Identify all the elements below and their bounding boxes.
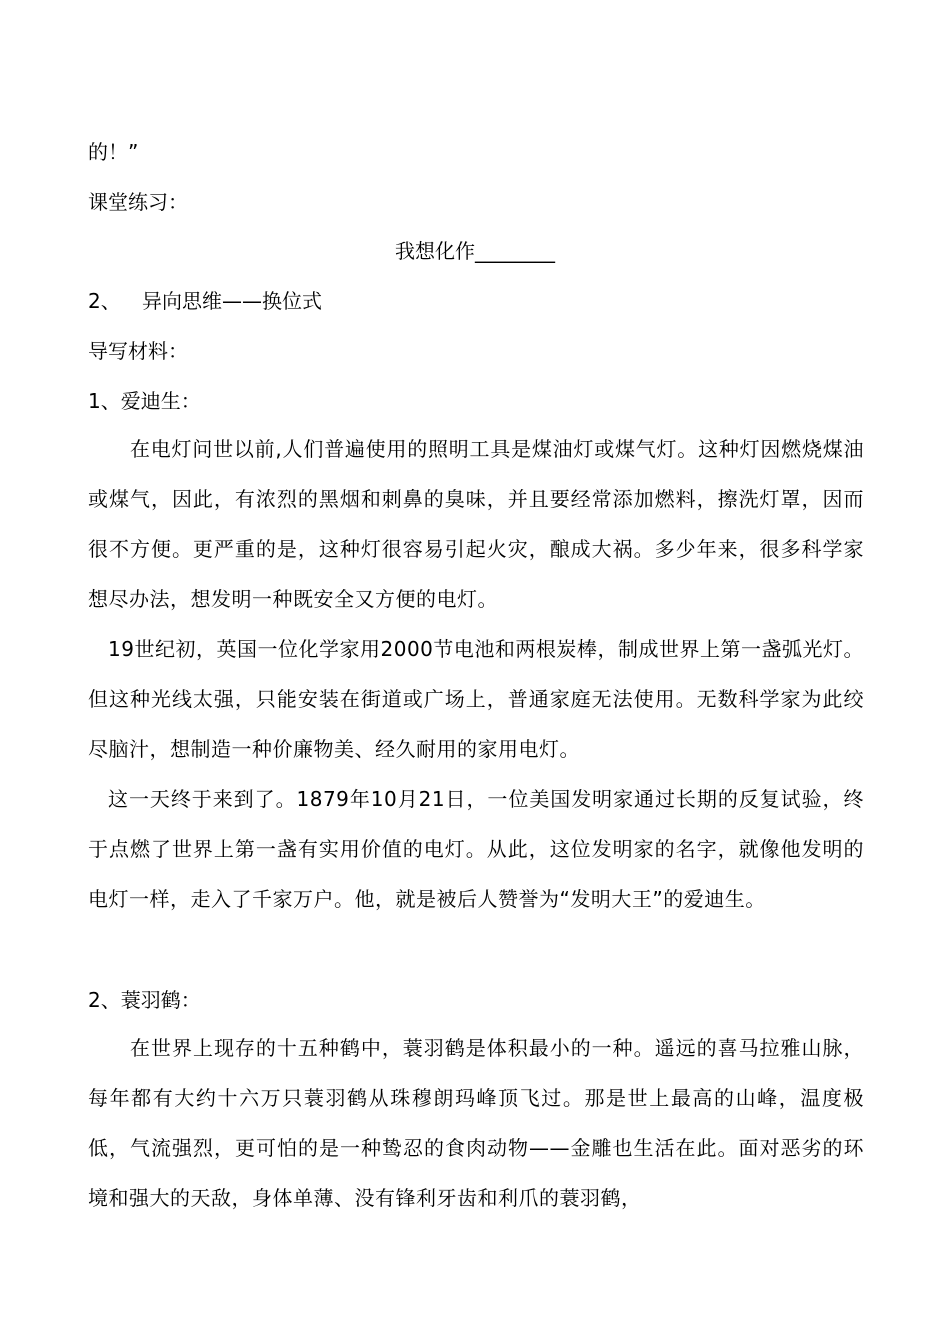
section-title: 异向思维——换位式 bbox=[142, 289, 322, 313]
topic-title: 我想化作________ bbox=[395, 239, 555, 263]
crane-paragraph-1: 在世界上现存的十五种鹤中，蓑羽鹤是体积最小的一种。遥远的喜马拉雅山脉，每年都有大约十六万只蓑羽鹤从珠穆朗玛峰顶飞过。那是世上最高的山峰，温度极低，气流强烈，更可怕的是一种鸷忍的食肉动物——金雕也生活在此。面对恶劣的环境和强大的天敌，身体单薄、没有锋利牙齿和利爪的蓑羽鹤， bbox=[88, 1036, 864, 1210]
edison-paragraph-1: 在电灯问世以前,人们普遍使用的照明工具是煤油灯或煤气灯。这种灯因燃烧煤油或煤气，因此，有浓烈的黑烟和刺鼻的臭味，并且要经常添加燃料，擦洗灯罩，因而很不方便。更严重的是，这种灯很容易引起火灾，酿成大祸。多少年来，很多科学家想尽办法，想发明一种既安全又方便的电灯。 bbox=[88, 437, 864, 611]
section-heading bbox=[88, 287, 322, 315]
guide-material-label: 导写材料： bbox=[88, 339, 188, 363]
quote-end-line: 的！” bbox=[88, 140, 139, 164]
edison-paragraph-3: 这一天终于来到了。1879年10月21日，一位美国发明家通过长期的反复试验，终于点燃了世界上第一盏有实用价值的电灯。从此，这位发明家的名字，就像他发明的电灯一样，走入了千家万户。他，就是被后人赞誉为“发明大王”的爱迪生。 bbox=[88, 787, 864, 911]
edison-paragraph-2: 19世纪初，英国一位化学家用2000节电池和两根炭棒，制成世界上第一盏弧光灯。但这种光线太强，只能安装在街道或广场上，普通家庭无法使用。无数科学家为此绞尽脑汁，想制造一种价廉物美、经久耐用的家用电灯。 bbox=[88, 637, 864, 761]
section-number: 2、 bbox=[88, 289, 121, 313]
item2-heading: 2、蓑羽鹤： bbox=[88, 988, 201, 1012]
classroom-practice-label: 课堂练习： bbox=[88, 190, 188, 214]
item1-heading: 1、爱迪生： bbox=[88, 389, 201, 413]
